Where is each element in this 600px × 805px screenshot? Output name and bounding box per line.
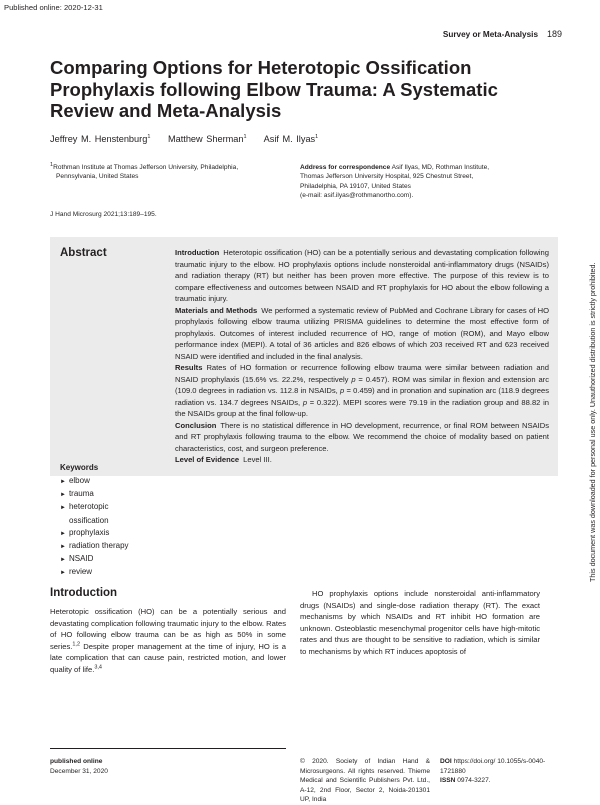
keyword-item-continued: ossification xyxy=(69,515,109,525)
correspondence-line: Asif Ilyas, MD, Rothman Institute, xyxy=(391,164,490,171)
keyword-item: ► elbow xyxy=(60,476,90,485)
abstract-subhead: Introduction xyxy=(175,248,220,257)
correspondence-line: Philadelphia, PA 19107, United States xyxy=(300,182,411,190)
running-header-section: Survey or Meta-Analysis xyxy=(442,30,538,39)
issn-label: ISSN xyxy=(440,777,456,784)
keyword-item: ► review xyxy=(60,567,93,577)
correspondence-line: Thomas Jefferson University Hospital, 925 Chestnut Street, xyxy=(300,173,474,181)
issn-value: 0974-3227. xyxy=(457,777,491,784)
keyword-item: ► prophylaxis xyxy=(60,527,110,537)
section-heading-introduction: Introduction xyxy=(50,587,118,599)
keyword-item: ► radiation therapy xyxy=(60,541,129,551)
abstract-subhead: Results xyxy=(175,363,203,372)
correspondence-email[interactable]: (e-mail: asif.ilyas@rothmanortho.com). xyxy=(300,192,414,200)
keyword-item: ► trauma xyxy=(60,489,94,499)
download-notice-text: This document was downloaded for personal use only. Unauthorized distribution is strictly prohibited. xyxy=(588,262,597,582)
footer-doi-issn xyxy=(440,757,550,786)
doi-link[interactable]: https://doi.org/ 10.1055/s-0040-1721880 xyxy=(440,758,546,775)
introduction-right-column: HO prophylaxis options include nonsteroidal anti-inflammatory drugs (NSAIDs) and single-dose radiation therapy (RT). The exact mechanisms by which NSAIDs and RT inhibit HO formation are unknown. Osteoblastic mesenchymal progenitor cells have high-mitotic rates and thus are thought to be sensitive to radiation, which is similar to mechanisms by which RT induces apoptosis of xyxy=(300,589,540,656)
author-name: Matthew Sherman xyxy=(167,134,244,144)
page-number: 189 xyxy=(546,29,562,39)
arrow-icon: ► xyxy=(60,505,66,512)
affiliation-line: Rothman Institute at Thomas Jefferson University, Philadelphia, xyxy=(53,164,239,171)
published-label: published online xyxy=(50,758,103,765)
side-download-notice xyxy=(586,200,600,600)
affiliation xyxy=(50,163,290,182)
author-name: Jeffrey M. Henstenburg xyxy=(50,134,148,144)
footer-copyright: © 2020. Society of Indian Hand & Microsurgeons. All rights reserved. Thieme Medical and Scientific Publishers Pvt. Ltd., A-12, 2nd Floor, Sector 2, Noida-201301 UP, India xyxy=(300,758,430,803)
abstract-results: Results Rates of HO formation or recurrence following elbow trauma were similar between radiation and NSAID prophylaxis (15.6% vs. 22.2%, respectively p = 0.457). ROM was similar in flexion and extension arc (109.0 degrees in radiation vs. 112.8 in NSAIDs, p = 0.459) and in pronation and supination arc (118.9 degrees radiation vs. 134.7 degrees NSAIDs, p = 0.322). MEPI scores were 79.19 in the radiation group and 88.82 in the NSAIDs group at the final follow-up. xyxy=(175,363,550,418)
arrow-icon: ► xyxy=(60,530,66,537)
keywords-heading: Keywords xyxy=(60,463,99,472)
citation-sup[interactable]: 3,4 xyxy=(94,664,102,671)
author-affil-sup: 1 xyxy=(315,133,319,140)
keyword-item: ► NSAID xyxy=(60,554,94,564)
journal-citation: J Hand Microsurg 2021;13:189–195. xyxy=(50,211,157,218)
affiliation-sup: 1 xyxy=(50,161,54,168)
correspondence-label: Address for correspondence xyxy=(300,164,391,171)
published-online-stamp: Published online: 2020-12-31 xyxy=(4,3,103,12)
arrow-icon: ► xyxy=(60,492,66,499)
arrow-icon: ► xyxy=(60,557,66,564)
doi-label: DOI xyxy=(440,758,452,765)
article-title: Comparing Options for Heterotopic Ossification Prophylaxis following Elbow Trauma: A Systematic Review and Meta-Analysis xyxy=(50,57,498,121)
abstract-conclusion: Conclusion There is no statistical difference in HO development, recurrence, or final ROM between NSAIDs and RT prophylaxis following trauma to the elbow. We recommend the choice of modality based on patient characteristics, cost, and surgeon preference. xyxy=(175,420,549,453)
abstract-subhead: Conclusion xyxy=(175,420,217,430)
footer-published xyxy=(50,757,108,776)
keyword-item: ► heterotopic xyxy=(60,502,109,512)
arrow-icon: ► xyxy=(60,479,66,485)
footer-divider xyxy=(50,748,286,749)
author-name: Asif M. Ilyas xyxy=(263,134,316,144)
keyword-list xyxy=(60,475,129,580)
citation-sup[interactable]: 1,2 xyxy=(72,641,81,648)
author-affil-sup: 1 xyxy=(243,133,247,140)
arrow-icon: ► xyxy=(60,570,66,577)
affiliation-line: Pennsylvania, United States xyxy=(56,173,139,181)
abstract-subhead: Materials and Methods xyxy=(175,305,258,315)
correspondence-address xyxy=(300,163,540,201)
abstract-body xyxy=(175,247,549,466)
author-affil-sup: 1 xyxy=(147,133,151,140)
abstract-heading: Abstract xyxy=(60,247,107,259)
introduction-left-column: Heterotopic ossification (HO) can be a potentially serious and devastating complication following traumatic injury to the elbow. Rates of HO following elbow trauma can be as high as 50% in some series.$^{1,2}$ Despite proper management at the time of injury, HO is a late complication that can cause pain, restricted motion, and lower quality of life.$^{3,4}$ xyxy=(50,607,286,674)
abstract-evidence: Level of Evidence Level III. xyxy=(175,455,272,464)
arrow-icon: ► xyxy=(60,544,66,551)
abstract-introduction: Introduction Heterotopic ossification (HO) can be a potentially serious and devastating complication following traumatic injury to the elbow. HO prophylaxis options include nonsteroidal anti-inflammatory drugs (NSAIDs) and radiation therapy (RT) but neither has been proven more effective. The purpose of this review is to compare effectiveness and outcomes between NSAID and RT prophylaxis for HO about the elbow following a traumatic injury. xyxy=(175,248,549,303)
abstract-subhead: Level of Evidence xyxy=(175,455,240,464)
author-list xyxy=(50,134,318,144)
abstract-methods: Materials and Methods We performed a systematic review of PubMed and Cochrane Library for cases of HO prophylaxis following elbow trauma utilizing PRISMA guidelines to determine the most effective form of prophylaxis. Outcomes of interest included recurrence of HO, range of motion (ROM), and Mayo elbow performance index (MEPI). A total of 36 articles and 826 elbows of which 203 received RT and 623 received NSAID were identified and included in the final analysis. xyxy=(175,305,550,361)
published-date: December 31, 2020 xyxy=(50,767,108,775)
